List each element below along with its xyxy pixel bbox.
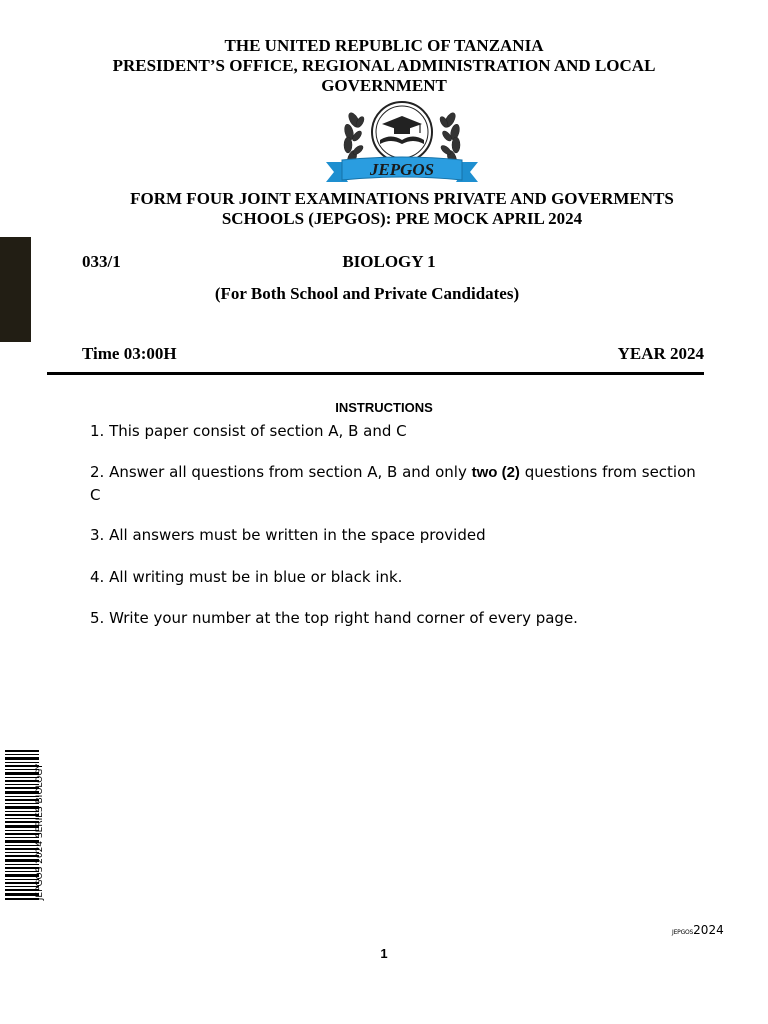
- header-line-3: GOVERNMENT: [321, 76, 447, 95]
- instruction-2-emphasis: two (2): [471, 464, 520, 481]
- instruction-5: 5. Write your number at the top right hand corner of every page.: [90, 609, 578, 627]
- instructions-heading: INSTRUCTIONS: [335, 400, 433, 415]
- page-number: 1: [380, 946, 388, 961]
- instruction-2: [90, 461, 700, 506]
- footer-mark-year: 2024: [693, 923, 724, 937]
- header-line-1: THE UNITED REPUBLIC OF TANZANIA: [224, 36, 544, 55]
- paper-subject: BIOLOGY 1: [342, 252, 436, 271]
- government-header: [0, 36, 768, 96]
- footer-mark: [672, 923, 724, 937]
- paper-year: YEAR 2024: [617, 344, 704, 363]
- instruction-1: 1. This paper consist of section A, B and C: [90, 422, 407, 440]
- header-divider: [47, 372, 704, 375]
- footer-mark-small: JEPGOS: [672, 929, 694, 936]
- exam-title-line-2: SCHOOLS (JEPGOS): PRE MOCK APRIL 2024: [221, 209, 583, 228]
- candidates-note: (For Both School and Private Candidates): [214, 284, 520, 303]
- jepgos-logo: [322, 100, 482, 188]
- logo-banner-text: JEPGOS: [369, 160, 435, 179]
- barcode-label: JEPGOS 2024 SERIES BIOLOGY: [35, 763, 45, 901]
- instruction-3: 3. All answers must be written in the space provided: [90, 526, 486, 544]
- instruction-4: 4. All writing must be in blue or black ink.: [90, 568, 403, 586]
- paper-time: Time 03:00H: [82, 344, 177, 363]
- exam-title: [0, 189, 768, 229]
- exam-title-line-1: FORM FOUR JOINT EXAMINATIONS PRIVATE AND GOVERMENTS: [130, 189, 674, 208]
- instruction-2-text-end: questions from section C: [90, 463, 696, 504]
- instruction-2-text: 2. Answer all questions from section A, B and only: [90, 463, 472, 481]
- paper-code: 033/1: [82, 252, 121, 271]
- header-line-2: PRESIDENT’S OFFICE, REGIONAL ADMINISTRATION AND LOCAL: [112, 56, 656, 75]
